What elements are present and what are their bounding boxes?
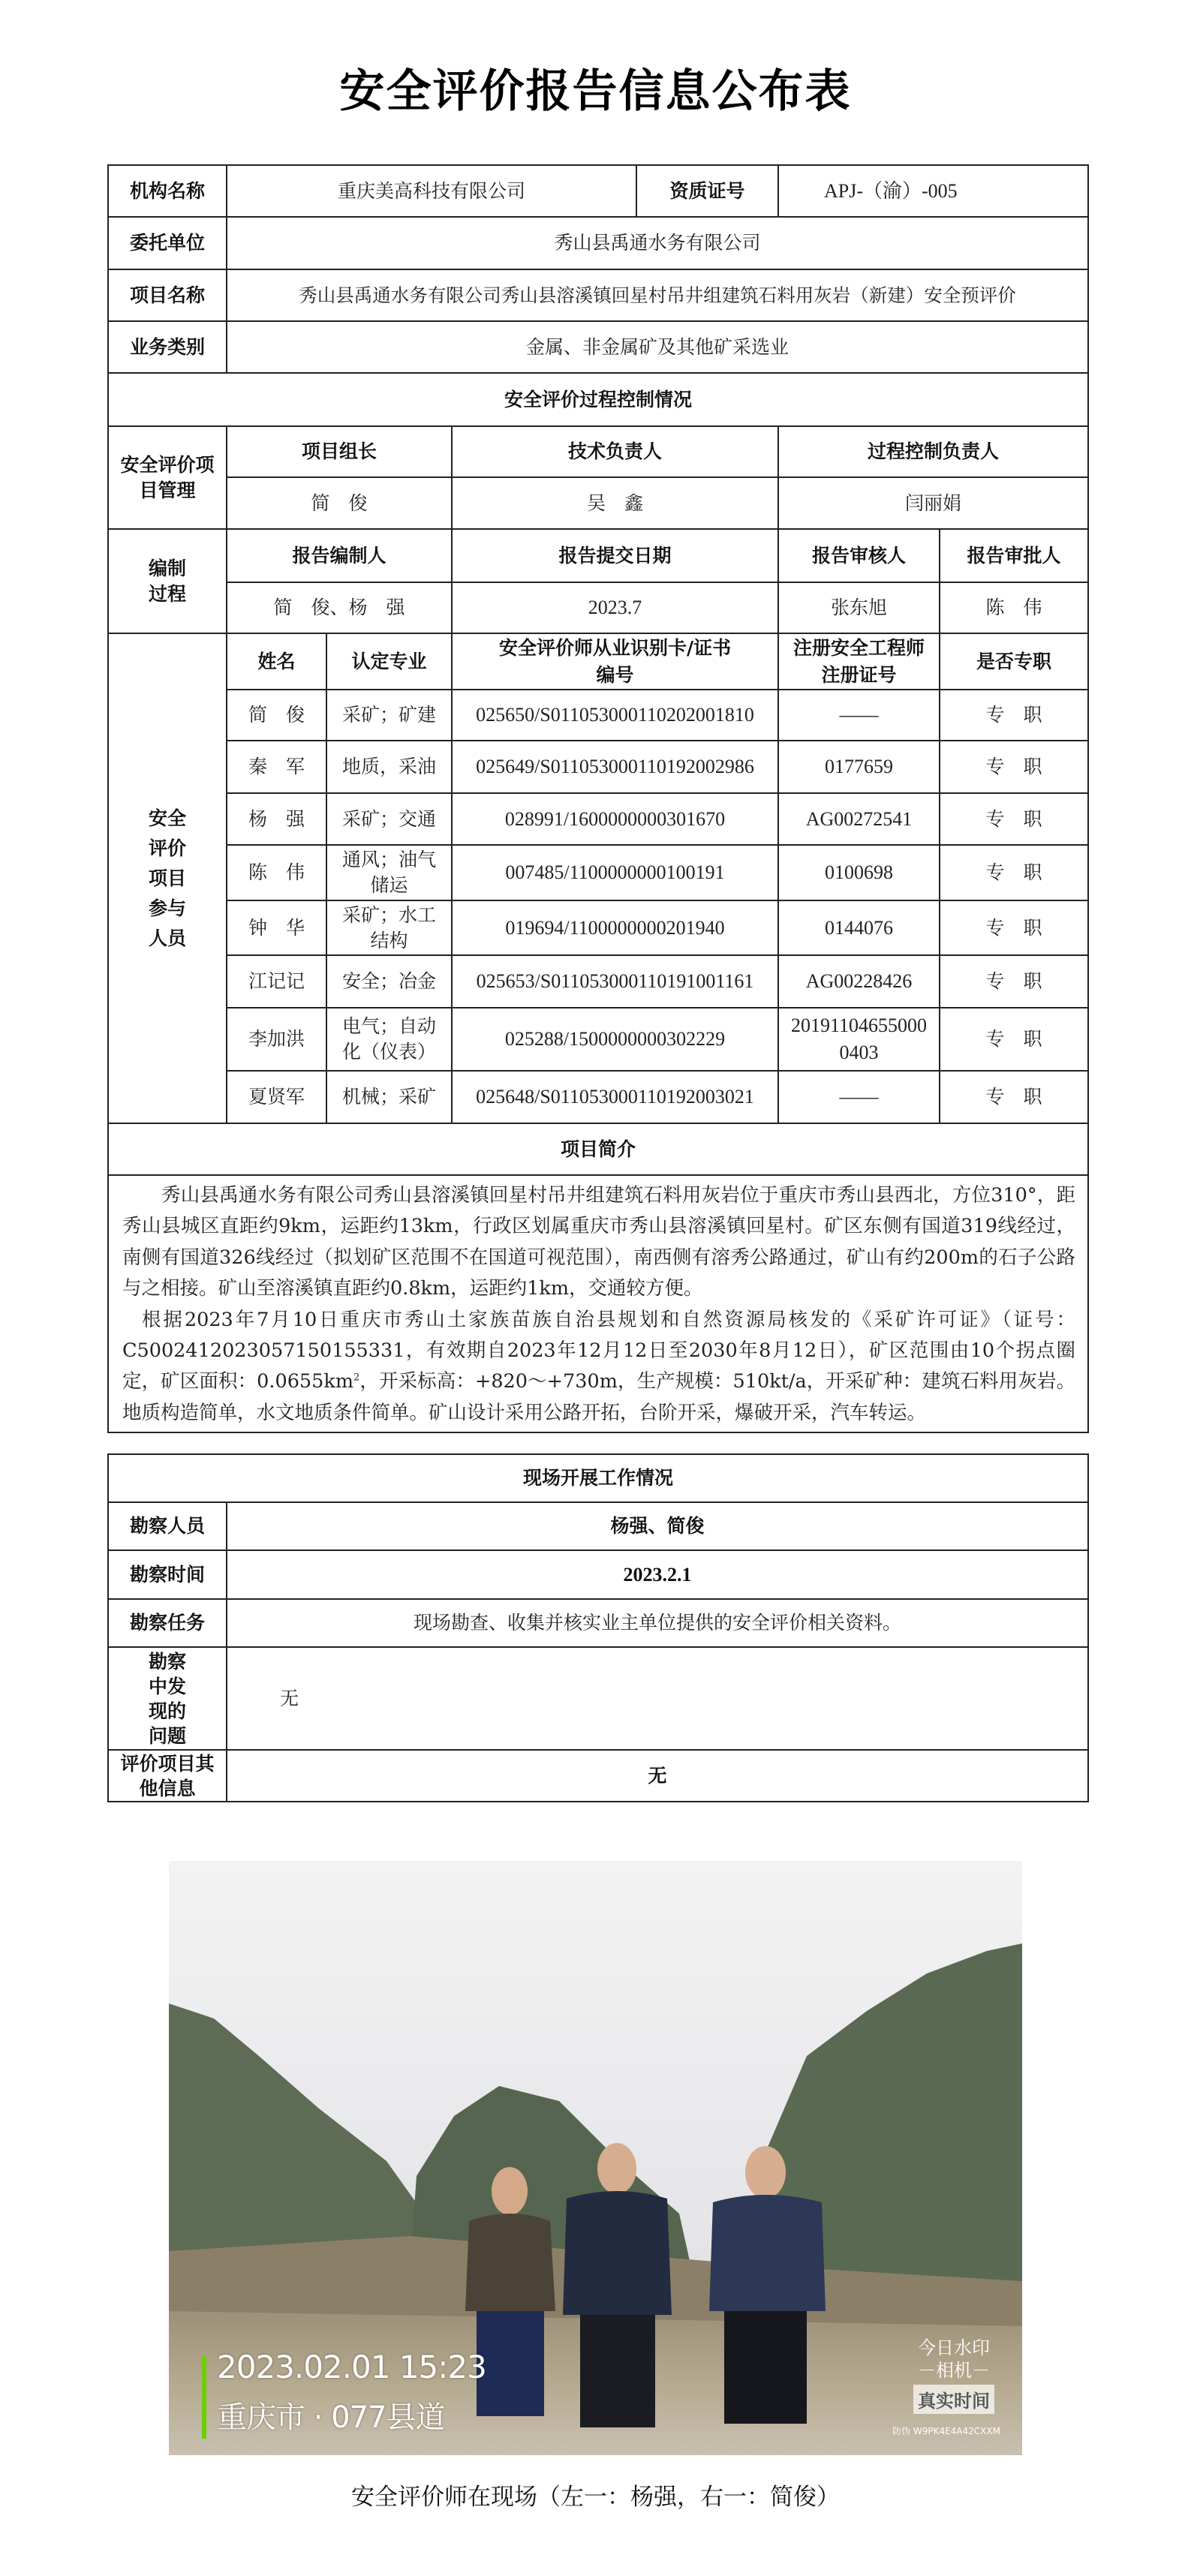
photo-location: 重庆市 · 077县道 xyxy=(217,2400,445,2435)
personnel-major: 安全；冶金 xyxy=(326,955,452,1008)
process-section-row xyxy=(108,373,1088,426)
stamp-bar xyxy=(202,2356,206,2439)
watermark-badge: 真实时间 xyxy=(913,2385,994,2414)
personnel-fulltime: 专 职 xyxy=(940,690,1088,741)
compile-header-author: 报告编制人 xyxy=(227,529,452,582)
personnel-name: 夏贤军 xyxy=(227,1071,326,1123)
summary-body-row xyxy=(108,1175,1088,1432)
mgmt-header-control: 过程控制负责人 xyxy=(778,426,1088,477)
org-row xyxy=(108,165,1088,217)
personnel-card-number: 019694/1100000000201940 xyxy=(452,900,778,955)
photo-timestamp: 2023.02.01 15:23 xyxy=(217,2349,486,2385)
site-photo xyxy=(169,1861,1022,2455)
personnel-card-number: 025648/S011053000110192003021 xyxy=(452,1071,778,1123)
summary-title: 项目简介 xyxy=(108,1123,1088,1175)
site-section-row xyxy=(108,1454,1088,1502)
project-label: 项目名称 xyxy=(108,269,227,321)
site-row-other xyxy=(108,1750,1088,1802)
site-row-personnel xyxy=(108,1502,1088,1550)
compile-value-date: 2023.7 xyxy=(452,582,778,633)
personnel-name: 钟 华 xyxy=(227,900,326,955)
site-row-task xyxy=(108,1599,1088,1647)
project-row xyxy=(108,269,1088,321)
site-label-personnel: 勘察人员 xyxy=(108,1502,227,1550)
project-value: 秀山县禹通水务有限公司秀山县溶溪镇回星村吊井组建筑石料用灰岩（新建）安全预评价 xyxy=(227,269,1088,321)
compile-header-approver: 报告审批人 xyxy=(940,529,1088,582)
personnel-label: 安全评价项目参与人员 xyxy=(108,633,227,1123)
personnel-fulltime: 专 职 xyxy=(940,741,1088,793)
personnel-card-number: 025650/S011053000110202001810 xyxy=(452,690,778,741)
personnel-header-card: 安全评价师从业识别卡/证书编号 xyxy=(452,633,778,690)
process-section-title: 安全评价过程控制情况 xyxy=(108,373,1088,426)
personnel-name: 江记记 xyxy=(227,955,326,1008)
personnel-header-row xyxy=(108,633,1088,690)
photo-caption: 安全评价师在现场（左一：杨强，右一：简俊） xyxy=(351,2484,840,2511)
personnel-reg-number: 0100698 xyxy=(778,845,940,900)
personnel-row xyxy=(108,690,1088,741)
site-row-time xyxy=(108,1550,1088,1599)
personnel-row xyxy=(108,1008,1088,1071)
personnel-card-number: 007485/1100000000100191 xyxy=(452,845,778,900)
personnel-name: 杨 强 xyxy=(227,793,326,845)
personnel-header-name: 姓名 xyxy=(227,633,326,690)
personnel-reg-number: 201911046550000403 xyxy=(778,1008,940,1071)
personnel-reg-number: 0177659 xyxy=(778,741,940,793)
site-section-title: 现场开展工作情况 xyxy=(108,1454,1088,1502)
watermark-sub: －相机－ xyxy=(918,2360,990,2381)
personnel-reg-number: 0144076 xyxy=(778,900,940,955)
personnel-card-number: 025288/1500000000302229 xyxy=(452,1008,778,1071)
site-value-task: 现场勘查、收集并核实业主单位提供的安全评价相关资料。 xyxy=(227,1599,1088,1647)
summary-text xyxy=(108,1175,1088,1432)
mgmt-value-leader: 简 俊 xyxy=(227,477,452,529)
report-info-table xyxy=(107,164,1089,1433)
business-value: 金属、非金属矿及其他矿采选业 xyxy=(227,321,1088,373)
site-value-other: 无 xyxy=(227,1750,1088,1802)
personnel-row xyxy=(108,955,1088,1008)
personnel-fulltime: 专 职 xyxy=(940,1008,1088,1071)
compile-value-author: 简 俊、杨 强 xyxy=(227,582,452,633)
cert-label: 资质证号 xyxy=(636,165,778,217)
personnel-reg-number: AG00272541 xyxy=(778,793,940,845)
personnel-row xyxy=(108,845,1088,900)
personnel-fulltime: 专 职 xyxy=(940,793,1088,845)
site-label-issues: 勘察中发现的问题 xyxy=(108,1647,227,1750)
cert-value: APJ-（渝）-005 xyxy=(778,165,1088,217)
org-value: 重庆美高科技有限公司 xyxy=(227,165,636,217)
personnel-major: 电气；自动化（仪表） xyxy=(326,1008,452,1071)
site-row-issues xyxy=(108,1647,1088,1750)
personnel-card-number: 025649/S011053000110192002986 xyxy=(452,741,778,793)
client-label: 委托单位 xyxy=(108,217,227,269)
site-label-other: 评价项目其他信息 xyxy=(108,1750,227,1802)
compile-header-date: 报告提交日期 xyxy=(452,529,778,582)
compile-label: 编制过程 xyxy=(108,529,227,633)
summary-paragraph-1: 秀山县禹通水务有限公司秀山县溶溪镇回星村吊井组建筑石料用灰岩位于重庆市秀山县西北，方位310°，距秀山县城区直距约9km，运距约13km，行政区划属重庆市秀山县溶溪镇回星村。矿区东侧有国道319线经过，南侧有国道326线经过（拟划矿区范围不在国道可视范围），南西侧有溶秀公路通过，矿山有约200m的石子公路与之相接。矿山至溶溪镇直距约0.8km，运距约1km，交通较方便。 xyxy=(122,1184,1076,1300)
site-value-issues: 无 xyxy=(227,1647,1088,1750)
camera-watermark xyxy=(892,2337,1010,2437)
page-title: 安全评价报告信息公布表 xyxy=(339,65,852,118)
personnel-fulltime: 专 职 xyxy=(940,955,1088,1008)
personnel-reg-number: —— xyxy=(778,1071,940,1123)
site-label-task: 勘察任务 xyxy=(108,1599,227,1647)
mgmt-value-tech: 吴 鑫 xyxy=(452,477,778,529)
personnel-major: 采矿；水工结构 xyxy=(326,900,452,955)
personnel-card-number: 028991/1600000000301670 xyxy=(452,793,778,845)
personnel-row xyxy=(108,900,1088,955)
compile-value-reviewer: 张东旭 xyxy=(778,582,940,633)
site-value-personnel: 杨强、简俊 xyxy=(227,1502,1088,1550)
business-label: 业务类别 xyxy=(108,321,227,373)
client-value: 秀山县禹通水务有限公司 xyxy=(227,217,1088,269)
summary-title-row xyxy=(108,1123,1088,1175)
personnel-header-reg: 注册安全工程师注册证号 xyxy=(778,633,940,690)
summary-paragraph-2 xyxy=(122,1305,1075,1429)
site-value-time: 2023.2.1 xyxy=(227,1550,1088,1599)
personnel-major: 采矿；交通 xyxy=(326,793,452,845)
personnel-card-number: 025653/S011053000110191001161 xyxy=(452,955,778,1008)
personnel-major: 通风；油气储运 xyxy=(326,845,452,900)
personnel-row xyxy=(108,1071,1088,1123)
personnel-major: 采矿；矿建 xyxy=(326,690,452,741)
compile-header-row xyxy=(108,529,1088,582)
site-work-table xyxy=(107,1453,1089,1802)
watermark-code: 防伪 W9PK4E4A42CXXM xyxy=(892,2426,1000,2436)
personnel-name: 陈 伟 xyxy=(227,845,326,900)
personnel-row xyxy=(108,741,1088,793)
watermark-app: 今日水印 xyxy=(918,2337,990,2358)
personnel-header-major: 认定专业 xyxy=(326,633,452,690)
mgmt-header-tech: 技术负责人 xyxy=(452,426,778,477)
area-unit-superscript: 2 xyxy=(353,1372,360,1384)
compile-value-approver: 陈 伟 xyxy=(940,582,1088,633)
mgmt-header-leader: 项目组长 xyxy=(227,426,452,477)
personnel-name: 秦 军 xyxy=(227,741,326,793)
site-label-time: 勘察时间 xyxy=(108,1550,227,1599)
business-row xyxy=(108,321,1088,373)
personnel-name: 李加洪 xyxy=(227,1008,326,1071)
summary-paragraph-2-a: 根据2023年7月10日重庆市秀山土家族苗族自治县规划和自然资源局核发的《采矿许可证》（证号：C5002412023057150155331，有效期自2023年12月12日至2030年8月12日），矿区范围由10个拐点圈定，矿区面积：0.0655km xyxy=(122,1308,1076,1393)
personnel-name: 简 俊 xyxy=(227,690,326,741)
personnel-header-fulltime: 是否专职 xyxy=(940,633,1088,690)
personnel-row xyxy=(108,793,1088,845)
personnel-major: 机械；采矿 xyxy=(326,1071,452,1123)
mgmt-value-row xyxy=(108,477,1088,529)
mgmt-label: 安全评价项目管理 xyxy=(108,426,227,529)
personnel-reg-number: —— xyxy=(778,690,940,741)
personnel-major: 地质，采油 xyxy=(326,741,452,793)
summary-paragraph-2-b: ，开采标高：+820～+730m，生产规模：510kt/a，开采矿种：建筑石料用灰岩。地质构造简单，水文地质条件简单。矿山设计采用公路开拓，台阶开采，爆破开采，汽车转运。 xyxy=(122,1370,1076,1424)
mgmt-header-row xyxy=(108,426,1088,477)
personnel-fulltime: 专 职 xyxy=(940,1071,1088,1123)
personnel-fulltime: 专 职 xyxy=(940,900,1088,955)
client-row xyxy=(108,217,1088,269)
compile-header-reviewer: 报告审核人 xyxy=(778,529,940,582)
personnel-fulltime: 专 职 xyxy=(940,845,1088,900)
compile-value-row xyxy=(108,582,1088,633)
personnel-reg-number: AG00228426 xyxy=(778,955,940,1008)
org-label: 机构名称 xyxy=(108,165,227,217)
mgmt-value-control: 闫丽娟 xyxy=(778,477,1088,529)
